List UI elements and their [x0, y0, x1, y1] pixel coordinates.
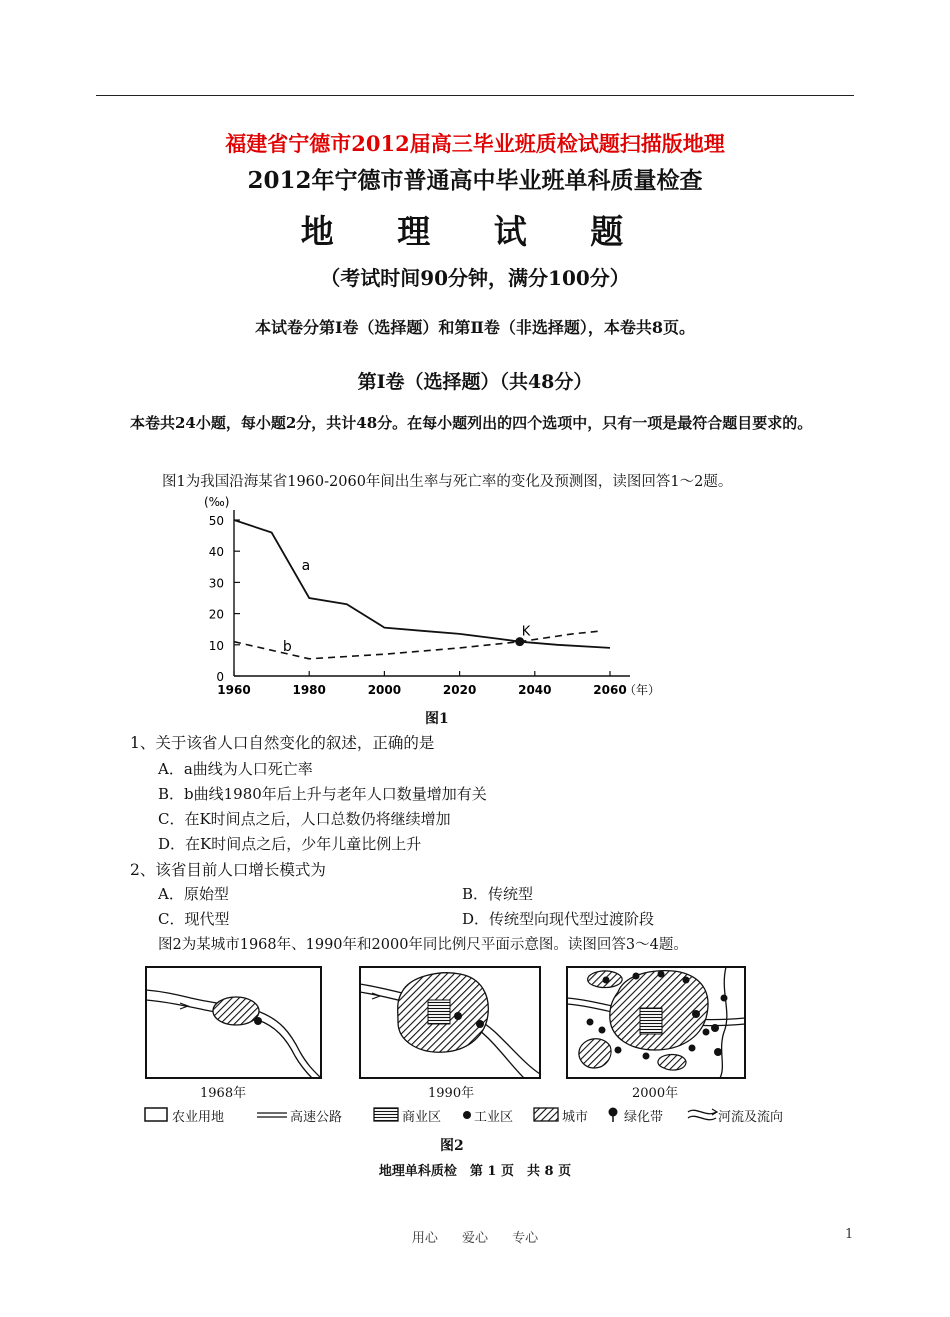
x-axis-unit: （年）: [624, 683, 661, 697]
question-1-stem: 1、关于该省人口自然变化的叙述，正确的是: [130, 734, 435, 752]
y-tick-label: 40: [208, 545, 224, 560]
series-label-b: b: [282, 639, 292, 656]
x-tick-label: 2040: [518, 683, 552, 697]
figure2-intro: 图2为某城市1968年、1990年和2000年同比例尺平面示意图。读图回答3～4题。: [158, 937, 688, 953]
figure1-chart: [190, 490, 670, 705]
legend-city: 城市: [562, 1110, 589, 1125]
exam-subtitle: 2012年宁德市普通高中毕业班单科质量检查: [247, 167, 703, 194]
legend-industrial-swatch: [463, 1111, 471, 1119]
legend-commercial-swatch: [374, 1108, 398, 1121]
map-label-1968: 1968年: [200, 1086, 247, 1101]
legend-highway-swatch: [257, 1113, 287, 1117]
map-2000: [567, 967, 745, 1078]
question-1-option-a: A．a曲线为人口死亡率: [158, 760, 313, 778]
legend-highway: 高速公路: [290, 1110, 343, 1125]
question-1-option-c: C．在K时间点之后，人口总数仍将继续增加: [158, 810, 451, 828]
legend-greenbelt-icon: [609, 1108, 618, 1123]
y-tick-label: 0: [216, 670, 224, 684]
y-tick-label: 30: [208, 576, 224, 591]
question-2-stem: 2、该省目前人口增长模式为: [130, 861, 326, 879]
legend-farmland-swatch: [145, 1108, 167, 1121]
part1-instruction: 本卷共24小题，每小题2分，共计48分。在每小题列出的四个选项中，只有一项是最符合题目要求的。: [130, 414, 813, 432]
legend-city-swatch: [534, 1108, 558, 1121]
header-rule: [96, 95, 854, 96]
document-footer: 用心 爱心 专心: [411, 1231, 539, 1246]
figure2-legend-symbols: [140, 1104, 790, 1126]
figure1-intro: 图1为我国沿海某省1960-2060年间出生率与死亡率的变化及预测图，读图回答1～2题。: [162, 474, 733, 490]
legend-farmland: 农业用地: [172, 1110, 225, 1125]
question-2-option-a: A．原始型: [158, 885, 229, 903]
page-number: 1: [845, 1227, 854, 1242]
x-tick-label: 2020: [442, 683, 477, 697]
legend-river-icon: [688, 1109, 717, 1120]
y-tick-label: 20: [208, 607, 224, 622]
legend-river: 河流及流向: [718, 1110, 784, 1125]
legend-industrial: 工业区: [474, 1110, 514, 1125]
figure2-caption: 图2: [440, 1138, 464, 1154]
map-1990: [360, 967, 540, 1078]
series-line-a: [234, 520, 610, 648]
scan-page-footer: 地理单科质检 第 1 页 共 8 页: [378, 1164, 572, 1179]
exam-info: （考试时间90分钟，满分100分）: [320, 266, 630, 290]
question-2-option-b: B．传统型: [462, 885, 534, 903]
paper-description: 本试卷分第Ⅰ卷（选择题）和第Ⅱ卷（非选择题），本卷共8页。: [254, 318, 696, 337]
x-tick-label: 1960: [217, 683, 251, 697]
question-2-option-c: C．现代型: [158, 910, 230, 928]
map-label-2000: 2000年: [632, 1086, 679, 1101]
figure2-maps: [140, 962, 750, 1080]
map-label-1990: 1990年: [428, 1086, 475, 1101]
y-axis-unit: (‰): [204, 495, 230, 509]
x-tick-label: 2060: [593, 683, 627, 697]
document-title: 福建省宁德市2012届高三毕业班质检试题扫描版地理: [225, 131, 725, 156]
question-2-option-d: D．传统型向现代型过渡阶段: [462, 910, 655, 928]
legend-greenbelt: 绿化带: [624, 1110, 664, 1125]
y-tick-label: 50: [208, 514, 224, 528]
question-1-option-b: B．b曲线1980年后上升与老年人口数量增加有关: [158, 785, 487, 803]
x-tick-label: 1980: [292, 683, 326, 697]
part1-title: 第Ⅰ卷（选择题）（共48分）: [357, 371, 593, 393]
point-k-label: K: [521, 624, 531, 640]
x-tick-label: 2000: [367, 683, 402, 697]
y-tick-label: 10: [208, 638, 224, 653]
series-label-a: a: [301, 557, 311, 574]
map-1968: [146, 967, 321, 1078]
legend-commercial: 商业区: [402, 1110, 442, 1125]
exam-heading: 地 理 试 题: [300, 212, 650, 251]
question-1-option-d: D．在K时间点之后，少年儿童比例上升: [158, 835, 422, 853]
figure1-caption: 图1: [425, 711, 449, 727]
